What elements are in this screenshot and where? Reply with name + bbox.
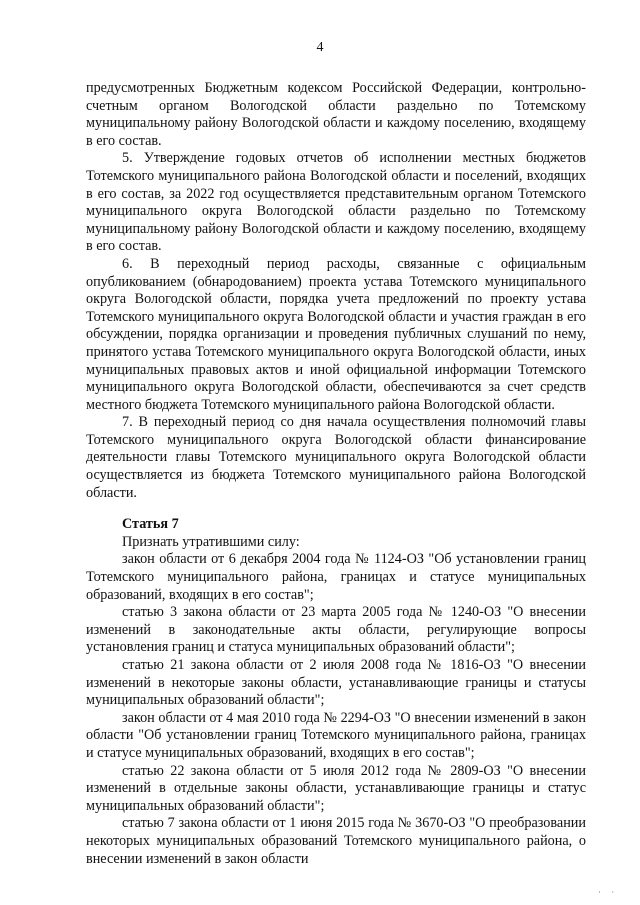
page-number: 4 [316, 40, 324, 55]
article-intro: Признать утратившими силу: [122, 533, 300, 550]
document-body [86, 80, 586, 868]
repealed-law-item: закон области от 4 мая 2010 года № 2294-ОЗ "О внесении изменений в закон области "Об установлении границ Тотемского муниципального района, границах и статусе муниципальных образований, входящих в его состав"; [86, 709, 586, 761]
scan-marks: · · [598, 887, 619, 897]
repealed-law-item: закон области от 6 декабря 2004 года № 1124-ОЗ "Об установлении границ Тотемского муниципального района, границах и статусе муниципальных образований, входящих в его состав"; [86, 551, 586, 603]
article-heading: Статья 7 [122, 516, 179, 533]
paragraph-continuation: предусмотренных Бюджетным кодексом Российской Федерации, контрольно-счетным органом Вологодской области раздельно по Тотемскому муниципальному району Вологодской области и каждому поселению, входящему в его состав. [86, 80, 586, 149]
paragraph-6: 6. В переходный период расходы, связанные с официальным опубликованием (обнародованием) проекта устава Тотемского муниципального округа Вологодской области, порядка учета предложений по проекту устава Тотемского муниципального округа Вологодской области и участия граждан в его обсуждении, порядка организации и проведения публичных слушаний по нему, принятого устава Тотемского муниципального округа Вологодской области, иных муниципальных правовых актов и иной официальной информации Тотемского муниципального округа Вологодской области, обеспечиваются за счет средств местного бюджета Тотемского муниципального района Вологодской области. [86, 255, 586, 413]
repealed-law-item: статью 21 закона области от 2 июля 2008 года № 1816-ОЗ "О внесении изменений в некоторые законы области, устанавливающие границы и статусы муниципальных образований области"; [86, 657, 586, 709]
repealed-law-item: статью 7 закона области от 1 июня 2015 года № 3670-ОЗ "О преобразовании некоторых муниципальных образований Тотемского муниципального района, о внесении изменений в закон области [86, 815, 586, 867]
repealed-law-item: статью 22 закона области от 5 июля 2012 года № 2809-ОЗ "О внесении изменений в отдельные законы области, устанавливающие границы и статус муниципальных образований области"; [86, 762, 586, 814]
paragraph-5: 5. Утверждение годовых отчетов об исполнении местных бюджетов Тотемского муниципального района Вологодской области и поселений, входящих в его состав, за 2022 год осуществляется представительным органом Тотемского муниципального округа Вологодской области раздельно по Тотемскому муниципальному району Вологодской области и каждому поселению, входящему в его состав. [86, 150, 586, 255]
paragraph-7: 7. В переходный период со дня начала осуществления полномочий главы Тотемского муниципального округа Вологодской области финансирование деятельности главы Тотемского муниципального округа Вологодской области осуществляется из бюджета Тотемского муниципального района Вологодской области. [86, 414, 586, 501]
repealed-law-item: статью 3 закона области от 23 марта 2005 года № 1240-ОЗ "О внесении изменений в законодательные акты области, регулирующие вопросы установления границ и статуса муниципальных образований области"; [86, 604, 586, 656]
